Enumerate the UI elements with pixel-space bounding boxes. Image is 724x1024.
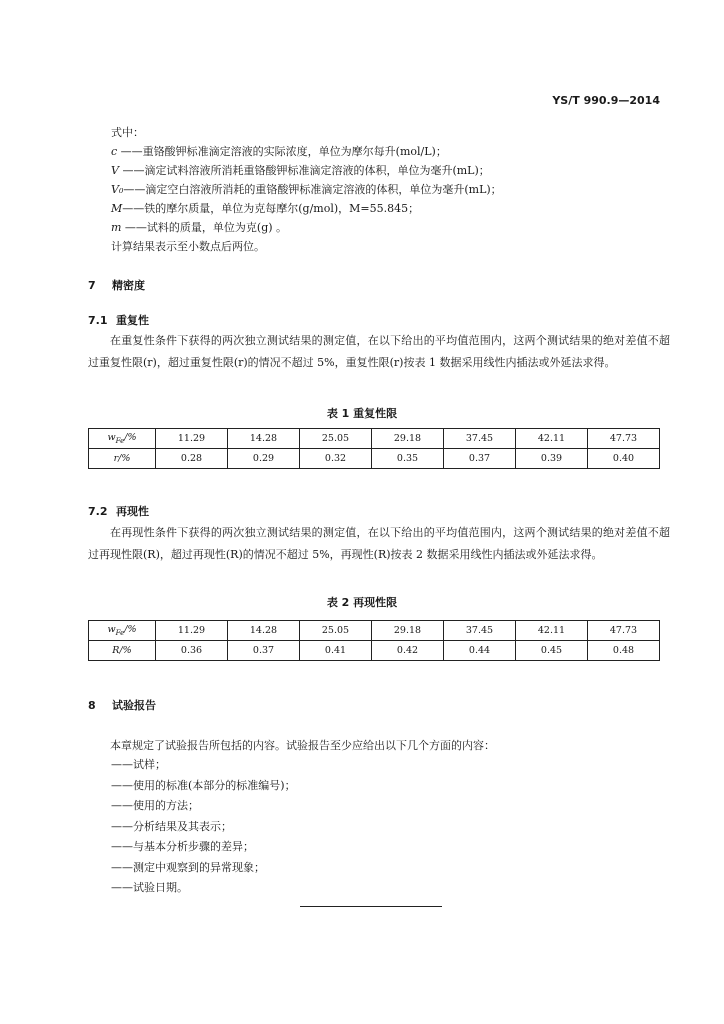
table-cell: 29.18 bbox=[372, 621, 444, 641]
formula-note: 计算结果表示至小数点后两位。 bbox=[111, 240, 265, 253]
table-cell: 47.73 bbox=[588, 621, 660, 641]
section-8-intro: 本章规定了试验报告所包括的内容。试验报告至少应给出以下几个方面的内容： bbox=[110, 739, 495, 752]
table-cell: 42.11 bbox=[516, 429, 588, 449]
formula-var-c: c ——重铬酸钾标准滴定溶液的实际浓度，单位为摩尔每升(mol/L)； bbox=[111, 145, 447, 158]
table-cell: 14.28 bbox=[228, 429, 300, 449]
list-item: ——与基本分析步骤的差异； bbox=[111, 840, 254, 853]
standard-number: YS/T 990.9—2014 bbox=[552, 94, 660, 107]
table-cell: 29.18 bbox=[372, 429, 444, 449]
report-item-list bbox=[111, 755, 296, 899]
table-cell: 0.37 bbox=[444, 449, 516, 469]
table-cell: 42.11 bbox=[516, 621, 588, 641]
section-7-1-heading: 7.1 重复性 bbox=[88, 314, 149, 327]
table-2-row2-label: R/% bbox=[89, 641, 156, 661]
table-row bbox=[89, 449, 660, 469]
table-cell: 0.28 bbox=[156, 449, 228, 469]
table-cell: 0.32 bbox=[300, 449, 372, 469]
table-cell: 0.48 bbox=[588, 641, 660, 661]
table-cell: 14.28 bbox=[228, 621, 300, 641]
section-7-heading: 7 精密度 bbox=[88, 279, 145, 292]
formula-var-m: m ——试料的质量，单位为克(g) 。 bbox=[111, 221, 288, 234]
table-row bbox=[89, 641, 660, 661]
formula-intro: 式中： bbox=[111, 126, 144, 139]
table-cell: 0.36 bbox=[156, 641, 228, 661]
formula-var-M: M——铁的摩尔质量，单位为克每摩尔(g/mol)，M=55.845； bbox=[111, 202, 420, 215]
list-item: ——使用的方法； bbox=[111, 799, 199, 812]
table-cell: 37.45 bbox=[444, 621, 516, 641]
table-cell: 0.29 bbox=[228, 449, 300, 469]
table-cell: 11.29 bbox=[156, 429, 228, 449]
formula-var-V: V ——滴定试料溶液所消耗重铬酸钾标准滴定溶液的体积，单位为毫升(mL)； bbox=[111, 164, 490, 177]
table-1 bbox=[88, 428, 660, 469]
table-cell: 0.42 bbox=[372, 641, 444, 661]
table-2-caption: 表 2 再现性限 bbox=[326, 596, 398, 609]
list-item: ——分析结果及其表示； bbox=[111, 819, 232, 833]
list-item: ——试验日期。 bbox=[111, 881, 188, 894]
section-7-2-heading: 7.2 再现性 bbox=[88, 505, 149, 518]
table-2 bbox=[88, 620, 660, 661]
table-cell: 0.40 bbox=[588, 449, 660, 469]
table-2-row1-label: $w_{Fe}/\%$ bbox=[89, 621, 156, 641]
table-cell: 47.73 bbox=[588, 429, 660, 449]
table-row bbox=[89, 621, 660, 641]
table-1-row1-label: $w_{Fe}/\%$ bbox=[89, 429, 156, 449]
table-cell: 0.35 bbox=[372, 449, 444, 469]
table-cell: 0.45 bbox=[516, 641, 588, 661]
table-cell: 25.05 bbox=[300, 621, 372, 641]
list-item: ——测定中观察到的异常现象； bbox=[111, 860, 265, 874]
list-item: ——试样； bbox=[111, 758, 166, 771]
section-8-heading: 8 试验报告 bbox=[88, 699, 156, 712]
table-cell: 11.29 bbox=[156, 621, 228, 641]
section-7-2-text: 在再现性条件下获得的两次独立测试结果的测定值，在以下给出的平均值范围内，这两个测试结果的绝对差值不超过再现性限(R)，超过再现性(R)的情况不超过 5%，再现性(R)按表 2 数据采用线性内插法或外延法求得。 bbox=[88, 526, 670, 561]
table-cell: 0.41 bbox=[300, 641, 372, 661]
section-7-1-text: 在重复性条件下获得的两次独立测试结果的测定值，在以下给出的平均值范围内，这两个测试结果的绝对差值不超过重复性限(r)，超过重复性限(r)的情况不超过 5%，重复性限(r)按表 1 数据采用线性内插法或外延法求得。 bbox=[88, 334, 670, 369]
table-1-caption: 表 1 重复性限 bbox=[326, 407, 398, 420]
table-row bbox=[89, 429, 660, 449]
table-cell: 0.37 bbox=[228, 641, 300, 661]
formula-var-V0: V₀——滴定空白溶液所消耗的重铬酸钾标准滴定溶液的体积，单位为毫升(mL)； bbox=[111, 183, 502, 196]
end-rule bbox=[300, 906, 442, 907]
table-1-row2-label: r/% bbox=[89, 449, 156, 469]
table-cell: 0.39 bbox=[516, 449, 588, 469]
table-cell: 25.05 bbox=[300, 429, 372, 449]
list-item: ——使用的标准(本部分的标准编号)； bbox=[111, 778, 296, 792]
table-cell: 0.44 bbox=[444, 641, 516, 661]
table-cell: 37.45 bbox=[444, 429, 516, 449]
